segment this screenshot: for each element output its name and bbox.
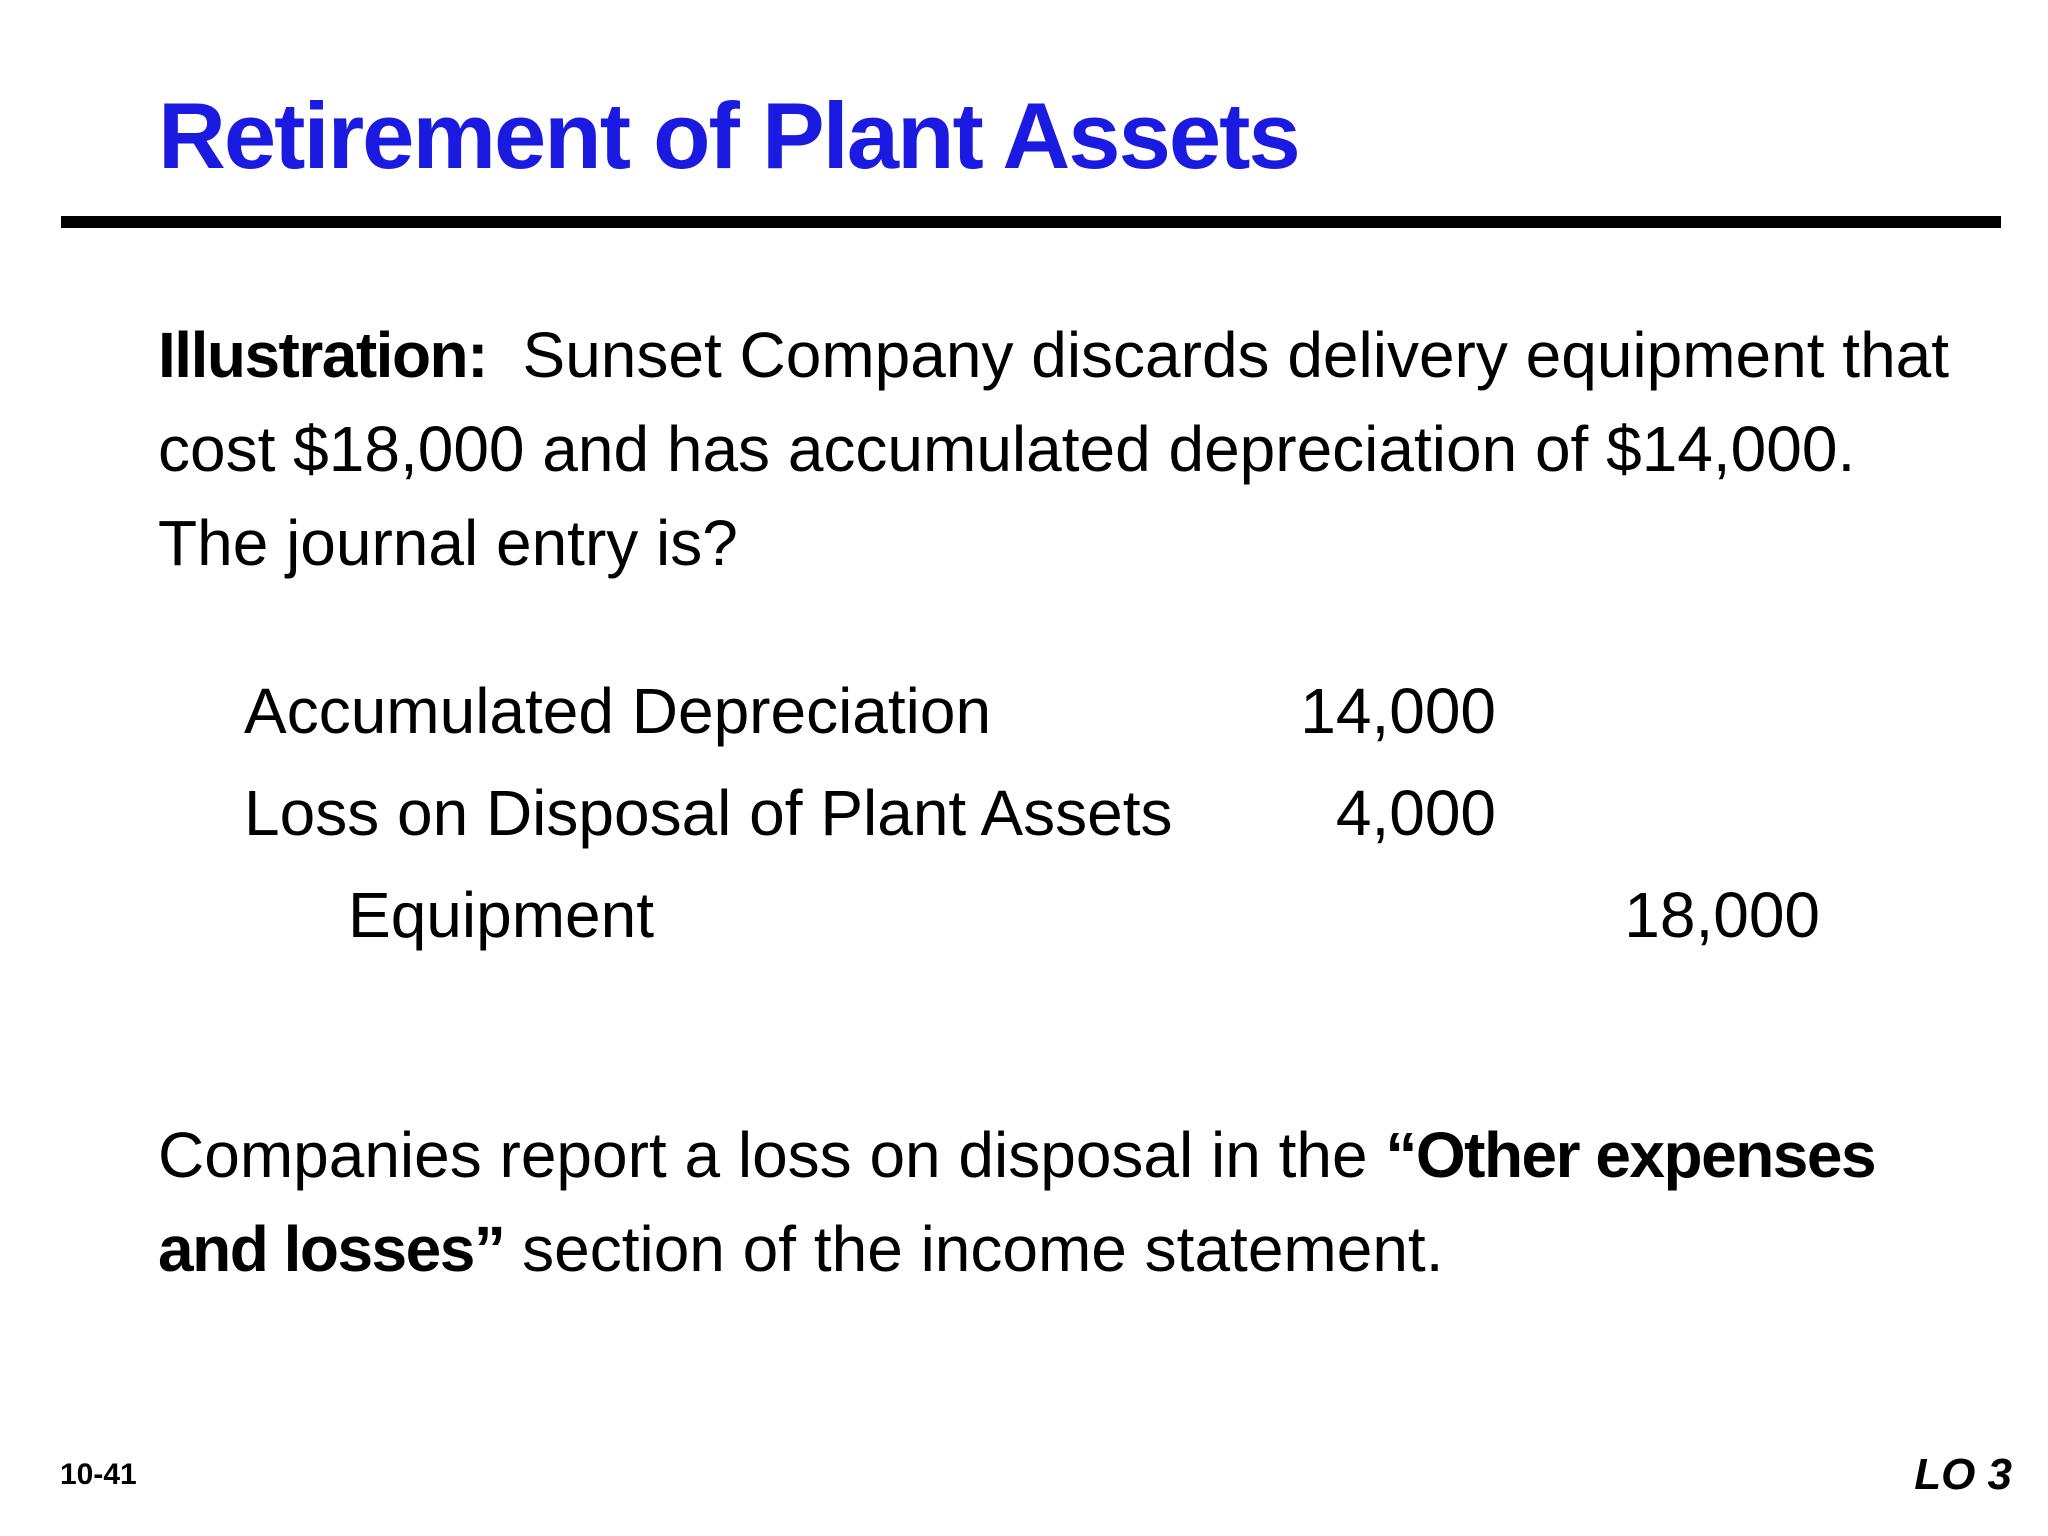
journal-account: Equipment [348, 879, 654, 951]
note-emphasis: “Other expenses and losses” [158, 1119, 1876, 1285]
disposal-note [158, 1108, 1958, 1296]
journal-line [0, 660, 2048, 762]
journal-line [0, 864, 2048, 966]
note-text-before: Companies report a loss on disposal in the [158, 1119, 1368, 1191]
note-text-after: section of the income statement. [522, 1213, 1444, 1285]
illustration-paragraph [158, 308, 1958, 590]
slide-title: Retirement of Plant Assets [158, 83, 1299, 188]
journal-credit-amount: 18,000 [1624, 879, 1820, 951]
journal-debit-amount: 4,000 [1335, 777, 1496, 849]
title-divider [61, 216, 2001, 228]
learning-objective: LO 3 [1914, 1450, 2012, 1499]
journal-debit-amount: 14,000 [1300, 675, 1496, 747]
journal-line [0, 762, 2048, 864]
slide-number: 10-41 [60, 1458, 137, 1491]
journal-entry [0, 660, 2048, 966]
illustration-text: Sunset Company discards delivery equipment that cost $18,000 and has accumulated depreciation of $14,000. The journal entry is? [158, 319, 1950, 579]
journal-account: Accumulated Depreciation [244, 675, 992, 747]
journal-account: Loss on Disposal of Plant Assets [244, 777, 1173, 849]
illustration-label: Illustration: [158, 319, 487, 391]
